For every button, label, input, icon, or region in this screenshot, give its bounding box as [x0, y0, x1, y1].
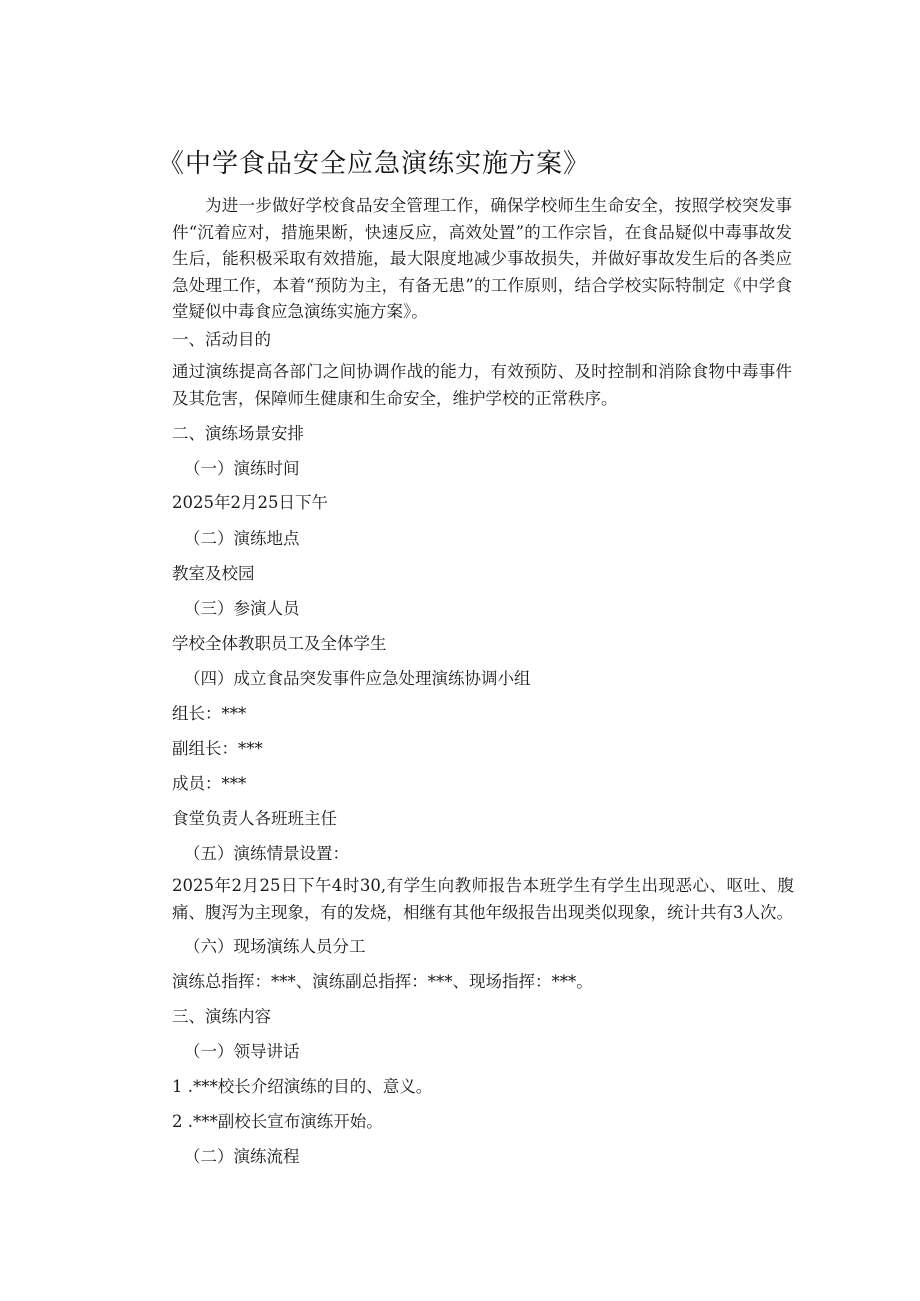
time-value: 2025年2月25日下午: [172, 493, 328, 512]
place-heading: （二）演练地点: [184, 529, 300, 548]
scenario-body: 2025年2月25日下午4时30,有学生向教师报告本班学生有学生出现恶心、呕吐、腹痛、腹泻为主现象，有的发烧，相继有其他年级报告出现类似现象，统计共有3人次。: [172, 876, 794, 922]
division-heading: （六）现场演练人员分工: [184, 937, 366, 956]
place-value: 教室及校园: [172, 564, 255, 583]
group-deputy: 副组长：***: [172, 739, 263, 758]
section2-heading: 二、演练场景安排: [172, 424, 304, 443]
section1-body: 通过演练提高各部门之间协调作战的能力，有效预防、及时控制和消除食物中毒事件及其危害，保障师生健康和生命安全，维护学校的正常秩序。: [172, 362, 792, 408]
group-members: 成员：***: [172, 774, 247, 793]
intro-paragraph: 为进一步做好学校食品安全管理工作，确保学校师生生命安全，按照学校突发事件“沉着应对，措施果断，快速反应，高效处置”的工作宗旨，在食品疑似中毒事故发生后，能积极采取有效措施，最大限度地减少事故损失，并做好事故发生后的各类应急处理工作，本着“预防为主，有备无患”的工作原则，结合学校实际特制定《中学食堂疑似中毒食应急演练实施方案》。: [172, 196, 792, 321]
flow-heading: （二）演练流程: [184, 1147, 300, 1166]
time-heading: （一）演练时间: [184, 459, 300, 478]
speech-heading: （一）领导讲话: [184, 1042, 300, 1061]
people-value: 学校全体教职员工及全体学生: [172, 634, 387, 653]
section3-heading: 三、演练内容: [172, 1007, 271, 1026]
document-title: 《中学食品安全应急演练实施方案》: [158, 149, 591, 179]
speech-item-2: 2 .***副校长宣布演练开始。: [172, 1112, 383, 1131]
scenario-heading: （五）演练情景设置：: [184, 844, 349, 863]
group-staff: 食堂负责人各班班主任: [172, 809, 337, 828]
section1-heading: 一、活动目的: [172, 330, 271, 349]
group-leader: 组长：***: [172, 704, 247, 723]
division-body: 演练总指挥：***、演练副总指挥：***、现场指挥：***。: [172, 972, 593, 991]
speech-item-1: 1 .***校长介绍演练的目的、意义。: [172, 1077, 433, 1096]
people-heading: （三）参演人员: [184, 599, 300, 618]
group-heading: （四）成立食品突发事件应急处理演练协调小组: [184, 669, 531, 688]
